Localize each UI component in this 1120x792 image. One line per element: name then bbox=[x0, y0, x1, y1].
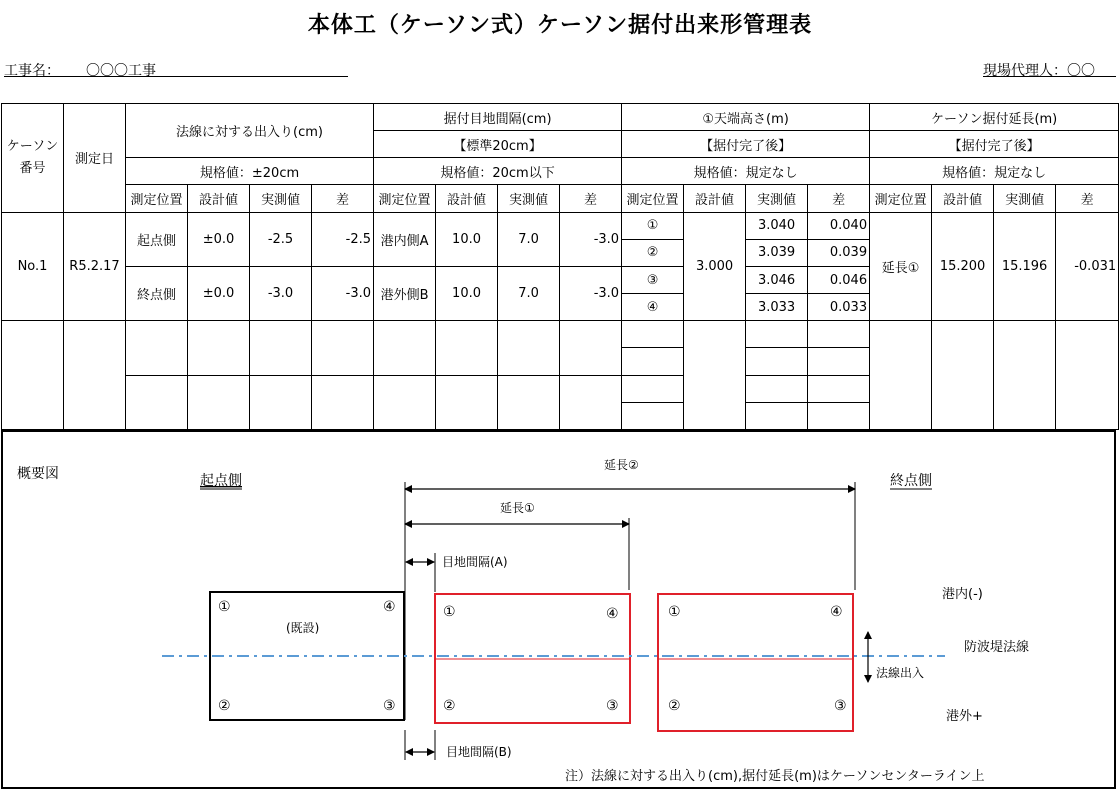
corner-4: ④ bbox=[606, 606, 619, 622]
diagram-label: 概要図 bbox=[17, 466, 59, 482]
harbor-out-label: 港外+ bbox=[946, 709, 983, 724]
length1-label: 延長① bbox=[500, 501, 535, 515]
diagram-note: 注）法線に対する出入り(cm),据付延長(m)はケーソンセンターライン上 bbox=[565, 769, 985, 784]
existing-label: (既設) bbox=[286, 621, 320, 635]
sub-pos: 測定位置 bbox=[622, 185, 684, 212]
sub-measured: 実測値 bbox=[994, 185, 1056, 212]
g1-pos: 起点側 bbox=[126, 212, 188, 266]
g4-diff: -0.031 bbox=[1056, 212, 1119, 321]
g2-design: 10.0 bbox=[436, 266, 498, 320]
spec-g3: 規格値：規定なし bbox=[622, 158, 870, 185]
corner-2: ② bbox=[443, 698, 456, 714]
g3-diff: 0.033 bbox=[808, 294, 870, 321]
corner-3: ③ bbox=[834, 698, 847, 714]
length2-label: 延長② bbox=[604, 458, 639, 472]
breakwater-line-label: 防波堤法線 bbox=[964, 640, 1030, 655]
sub-measured: 実測値 bbox=[498, 185, 560, 212]
row-date: R5.2.17 bbox=[64, 212, 126, 321]
site-agent-field: 現場代理人：〇〇 bbox=[983, 60, 1116, 77]
caisson-2 bbox=[658, 594, 853, 731]
g1-design: ±0.0 bbox=[188, 266, 250, 320]
gap-b-label: 目地間隔(B) bbox=[446, 745, 512, 759]
header-g4-title: ケーソン据付延長(m) bbox=[870, 104, 1119, 131]
page-title: 本体工（ケーソン式）ケーソン据付出来形管理表 bbox=[307, 13, 813, 38]
sub-pos: 測定位置 bbox=[126, 185, 188, 212]
spec-g2: 規格値：20cm以下 bbox=[374, 158, 622, 185]
sub-diff: 差 bbox=[312, 185, 374, 212]
g2-diff: -3.0 bbox=[560, 212, 622, 266]
corner-2: ② bbox=[668, 698, 681, 714]
g4-pos: 延長① bbox=[870, 212, 932, 321]
sub-design: 設計値 bbox=[932, 185, 994, 212]
sub-measured: 実測値 bbox=[746, 185, 808, 212]
g1-pos: 終点側 bbox=[126, 266, 188, 320]
corner-4: ④ bbox=[383, 599, 396, 615]
g3-pos: ③ bbox=[622, 266, 684, 293]
row-caisson-no: No.1 bbox=[2, 212, 64, 321]
g3-pos: ① bbox=[622, 212, 684, 239]
harbor-in-label: 港内(-) bbox=[942, 587, 983, 602]
sub-design: 設計値 bbox=[188, 185, 250, 212]
sub-design: 設計値 bbox=[436, 185, 498, 212]
sub-diff: 差 bbox=[808, 185, 870, 212]
header-date: 測定日 bbox=[64, 104, 126, 213]
g1-design: ±0.0 bbox=[188, 212, 250, 266]
corner-2: ② bbox=[218, 698, 231, 714]
g1-diff: -3.0 bbox=[312, 266, 374, 320]
g1-measured: -2.5 bbox=[250, 212, 312, 266]
corner-1: ① bbox=[443, 604, 456, 620]
sub-diff: 差 bbox=[560, 185, 622, 212]
g3-pos: ④ bbox=[622, 294, 684, 321]
g3-measured: 3.033 bbox=[746, 294, 808, 321]
g2-measured: 7.0 bbox=[498, 266, 560, 320]
g1-diff: -2.5 bbox=[312, 212, 374, 266]
sub-design: 設計値 bbox=[684, 185, 746, 212]
corner-4: ④ bbox=[830, 604, 843, 620]
g3-diff: 0.039 bbox=[808, 239, 870, 266]
spec-g4: 規格値：規定なし bbox=[870, 158, 1119, 185]
g4-design: 15.200 bbox=[932, 212, 994, 321]
g4-measured: 15.196 bbox=[994, 212, 1056, 321]
g2-pos: 港外側B bbox=[374, 266, 436, 320]
header-g3-title: ①天端高さ(m) bbox=[622, 104, 870, 131]
g3-pos: ② bbox=[622, 239, 684, 266]
header-caisson-no: ケーソン 番号 bbox=[2, 104, 64, 213]
corner-3: ③ bbox=[383, 698, 396, 714]
g3-diff: 0.040 bbox=[808, 212, 870, 239]
g3-measured: 3.046 bbox=[746, 266, 808, 293]
g3-measured: 3.039 bbox=[746, 239, 808, 266]
g3-design: 3.000 bbox=[684, 212, 746, 321]
sub-diff: 差 bbox=[1056, 185, 1119, 212]
corner-3: ③ bbox=[606, 698, 619, 714]
header-g1-title: 法線に対する出入り(cm) bbox=[126, 104, 374, 158]
start-side-label: 起点側 bbox=[200, 473, 242, 489]
header-g3-sub: 【据付完了後】 bbox=[622, 131, 870, 158]
sub-pos: 測定位置 bbox=[374, 185, 436, 212]
gap-a-label: 目地間隔(A) bbox=[442, 555, 508, 569]
sub-measured: 実測値 bbox=[250, 185, 312, 212]
spec-g1: 規格値：±20cm bbox=[126, 158, 374, 185]
g2-pos: 港内側A bbox=[374, 212, 436, 266]
end-side-label: 終点側 bbox=[890, 473, 932, 489]
header-g4-sub: 【据付完了後】 bbox=[870, 131, 1119, 158]
header-g2-sub: 【標準20cm】 bbox=[374, 131, 622, 158]
offset-label: 法線出入 bbox=[876, 666, 925, 680]
g3-measured: 3.040 bbox=[746, 212, 808, 239]
g2-diff: -3.0 bbox=[560, 266, 622, 320]
sub-pos: 測定位置 bbox=[870, 185, 932, 212]
project-label: 工事名： bbox=[4, 63, 60, 79]
corner-1: ① bbox=[668, 604, 681, 620]
header-g2-title: 据付目地間隔(cm) bbox=[374, 104, 622, 131]
g2-measured: 7.0 bbox=[498, 212, 560, 266]
g1-measured: -3.0 bbox=[250, 266, 312, 320]
project-value: 〇〇〇工事 bbox=[86, 63, 156, 79]
g3-diff: 0.046 bbox=[808, 266, 870, 293]
g2-design: 10.0 bbox=[436, 212, 498, 266]
corner-1: ① bbox=[218, 599, 231, 615]
